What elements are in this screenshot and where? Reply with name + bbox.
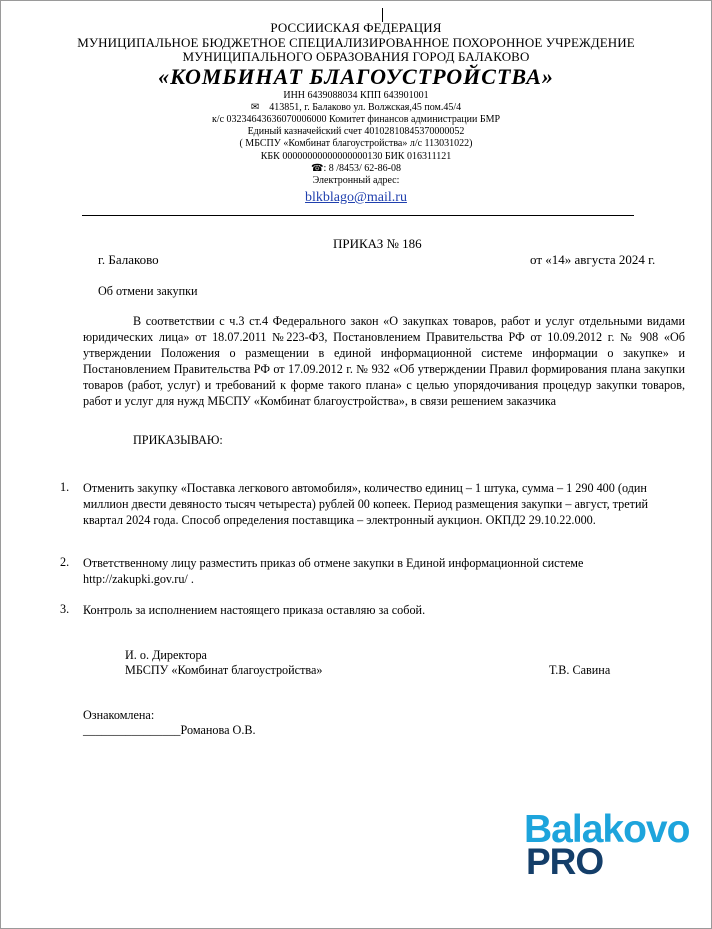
header-municipality: МУНИЦИПАЛЬНОГО ОБРАЗОВАНИЯ ГОРОД БАЛАКОВО [182, 49, 530, 64]
header-phone: 8 /8453/ 62-86-08 [328, 163, 401, 174]
signature-org: МБСПУ «Комбинат благоустройства» [125, 663, 323, 677]
item-number: 1. [60, 480, 70, 494]
item-control: Контроль за исполнением настоящего приказа оставляю за собой. [83, 603, 426, 617]
order-title: ПРИКАЗ № 186 [333, 236, 422, 251]
header-account: к/с 03234643636070006000 Комитет финансов администрации БМР [211, 114, 501, 125]
acknowledge-signature-line: ________________Романова О.В. [83, 723, 256, 737]
header-ls: ( МБСПУ «Комбинат благоустройства» л/с 113031022) [239, 138, 473, 149]
order-preamble-text: В соответствии с ч.3 ст.4 Федерального закон «О закупках товаров, работ и услуг отдельными видами юридических лица» от 18.07.2011 №223-ФЗ, Постановлением Правительства РФ от 10.09.2012 г. № 908 «Об утверждении Положения о размещении в единой информационной системе информации о закупке» и Постановлением Правительства РФ от 17.09.2012 г. № 932 «Об утверждении Правил формирования плана закупки товаров (работ, услуг) и требований к форме такого плана» с целью упорядочивания процедур закупки товаров, работ и услуг для нужд МБСПУ «Комбинат благоустройства», в связи решением заказчика [83, 314, 685, 408]
order-subject: Об отмени закупки [98, 284, 198, 298]
envelope-icon: ✉ [250, 102, 270, 113]
item-number: 3. [60, 602, 70, 616]
order-date: от «14» августа 2024 г. [530, 252, 656, 267]
acknowledge-label: Ознакомлена: [83, 708, 155, 722]
header-divider [82, 215, 634, 216]
header-address: 413851, г. Балаково ул. Волжская,45 пом.45/4 [269, 102, 462, 113]
header-institution: МУНИЦИПАЛЬНОЕ БЮДЖЕТНОЕ СПЕЦИАЛИЗИРОВАННОЕ ПОХОРОННОЕ УЧРЕЖДЕНИЕ [77, 35, 635, 50]
logo-word-pro: PRO [526, 841, 604, 882]
header-kbk: КБК 00000000000000000130 БИК 016311121 [260, 151, 452, 162]
order-city: г. Балаково [98, 252, 159, 267]
order-preamble [83, 313, 685, 409]
item-cancel-procurement: Отменить закупку «Поставка легкового автомобиля», количество единиц – 1 штука, сумма – 1 290 400 (один миллион двести девяносто тысяч четыреста) рублей 00 копеек. Период размещения закупки – август, третий квартал 2024 года. Способ определения поставщика – электронный аукцион. ОКПД2 29.10.22.000. [83, 481, 649, 527]
header-treasury: Единый казначейский счет 40102810845370000052 [247, 126, 465, 137]
header-inn: ИНН 6439088034 КПП 643901001 [283, 90, 429, 101]
item-number: 2. [60, 555, 70, 569]
header-org-name: «КОМБИНАТ БЛАГОУСТРОЙСТВА» [158, 64, 554, 89]
logo-word-balakovo: Balakovo [524, 808, 690, 851]
email-link[interactable]: blkblago@mail.ru [305, 190, 407, 205]
signature-name: Т.В. Савина [549, 663, 611, 677]
balakovo-pro-logo [524, 808, 690, 882]
header-email-wrap [0, 188, 712, 206]
header-email-label: Электронный адрес: [312, 175, 400, 186]
item-publish-order: Ответственному лицу разместить приказ об отмене закупки в Единой информационной системе http://zakupki.gov.ru/ . [83, 556, 584, 586]
signature-position: И. о. Директора [125, 648, 207, 662]
phone-icon: ☎: [311, 163, 329, 174]
order-command: ПРИКАЗЫВАЮ: [133, 433, 223, 447]
header-country: РОССИИСКАЯ ФЕДЕРАЦИЯ [270, 20, 442, 35]
